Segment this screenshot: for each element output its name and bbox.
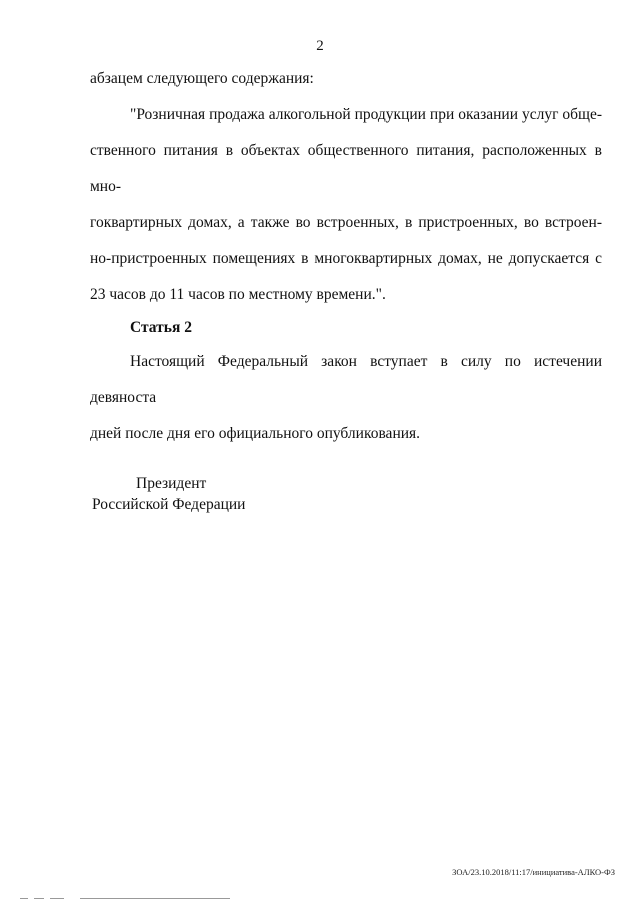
- signature-block: [92, 473, 245, 515]
- scan-mark: [50, 898, 64, 899]
- signature-country: Российской Федерации: [92, 496, 246, 513]
- article-heading: Статья 2: [130, 319, 192, 336]
- signature-title: Президент: [136, 475, 207, 492]
- quote-line-1: "Розничная продажа алкогольной продукции при оказании услуг обще-: [130, 106, 602, 123]
- quote-line-2: ственного питания в объектах общественного питания, расположенных в мно-: [90, 142, 602, 195]
- article-body: [90, 344, 602, 452]
- scan-mark: [80, 898, 230, 899]
- quote-line-5: 23 часов до 11 часов по местному времени.".: [90, 286, 386, 303]
- scan-mark: [20, 898, 28, 899]
- quoted-amendment: [90, 97, 602, 313]
- article-line-2: дней после дня его официального опубликования.: [90, 425, 421, 442]
- document-footer-code: ЗОА/23.10.2018/11:17/инициатива-АЛКО-ФЗ: [452, 867, 615, 877]
- page-number: 2: [316, 38, 324, 54]
- intro-paragraph: абзацем следующего содержания:: [90, 70, 314, 87]
- quote-line-4: но-пристроенных помещениях в многоквартирных домах, не допускается с: [90, 250, 602, 267]
- article-line-1: Настоящий Федеральный закон вступает в силу по истечении девяноста: [90, 353, 602, 406]
- scan-mark: [34, 898, 44, 899]
- scan-edge-marks: [0, 898, 640, 900]
- quote-line-3: гоквартирных домах, а также во встроенных, в пристроенных, во встроен-: [90, 214, 602, 231]
